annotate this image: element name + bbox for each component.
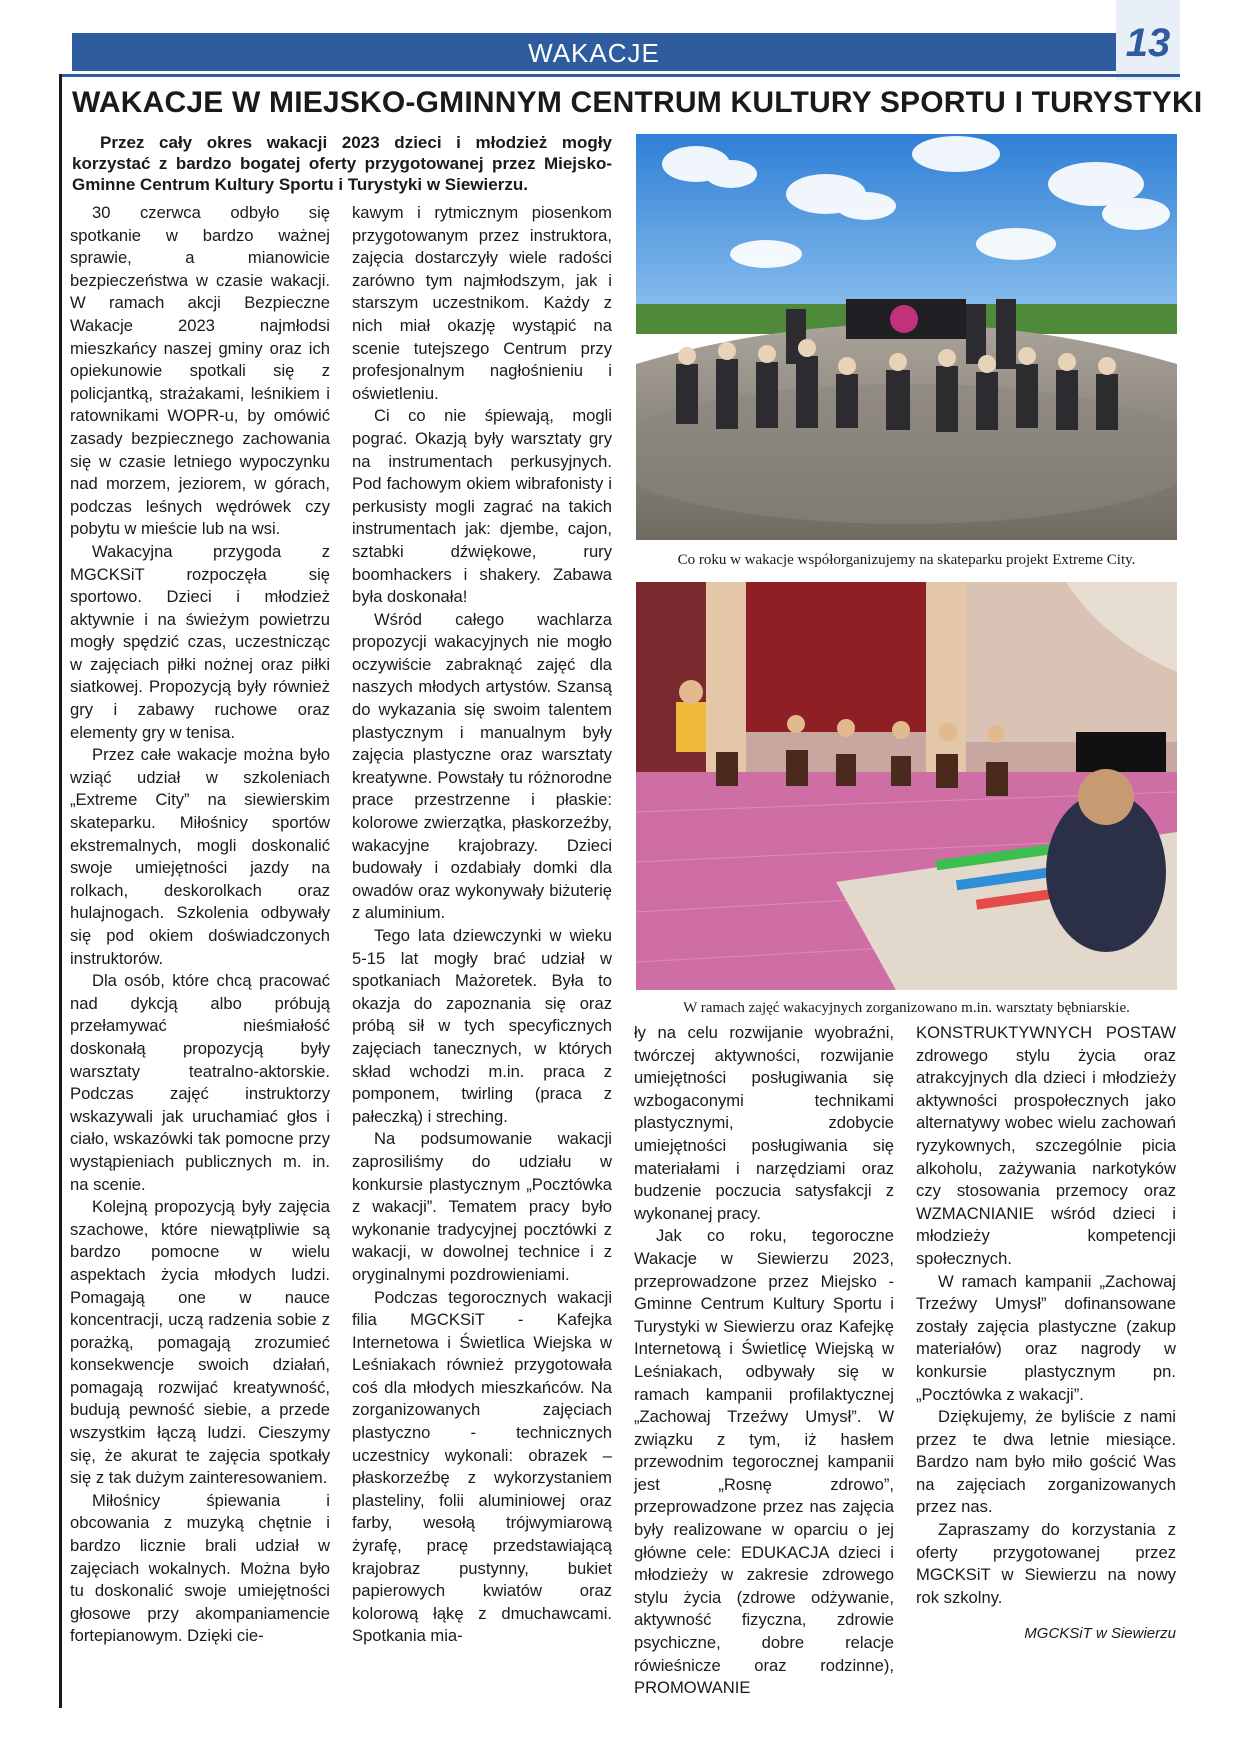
skatepark-photo	[636, 134, 1177, 540]
paragraph: Kolejną propozycją były zajęcia szachowe, które niewątpliwie są bardzo pomocne w wielu aspektach życia młodych ludzi. Pomagają one w nauce koncentracji, uczą radzenia sobie z porażką, pomagają zrozumieć konsekwencje swoich działań, pomagają rozwijać kreatywność, budują pewność siebie, a przede wszystkim łączą ludzi. Cieszymy się, że akurat te zajęcia spotkały się z tak dużym zainteresowaniem.	[70, 1197, 330, 1488]
paragraph: Dziękujemy, że byliście z nami przez te dwa letnie miesiące. Bardzo nam było miło gościć Was na zajęciach zorganizowanych przez nas.	[916, 1407, 1176, 1517]
section-title: WAKACJE	[528, 38, 660, 68]
paragraph: KONSTRUKTYWNYCH POSTAW zdrowego stylu życia oraz atrakcyjnych dla dzieci i młodzieży aktywności prospołecznych jako alternatywy wobec wielu zachowań ryzykownych, szczególnie picia alkoholu, zażywania narkotyków czy stosowania przemocy oraz WZMACNIANIE wśród dzieci i młodzieży kompetencji społecznych.	[916, 1023, 1176, 1268]
text-column-1	[70, 202, 330, 1648]
page-number: 13	[1116, 0, 1180, 80]
paragraph: ły na celu rozwijanie wyobraźni, twórczej aktywności, rozwijanie umiejętności posługiwania się wzbogaconymi technikami plastycznymi, zdobycie umiejętności posługiwania się materiałami i narzędziami oraz budzenie poczucia satysfakcji z wykonanej pracy.	[634, 1023, 894, 1223]
paragraph: Podczas tegorocznych wakacji filia MGCKSiT - Kafejka Internetowa i Świetlica Wiejska w Leśniakach również przygotowała coś dla młodych mieszkańców. Na zorganizowanych zajęciach plastyczno - technicznych uczestnicy wykonali: obrazek – płaskorzeźbę z wykorzystaniem plasteliny, folii aluminiowej oraz farby, wesołą trójwymiarową żyrafę, pracę przedstawiającą krajobraz pustynny, bukiet papierowych kwiatów oraz kolorową łąkę z dmuchawcami. Spotkania mia-	[352, 1287, 612, 1646]
article-lead: Przez cały okres wakacji 2023 dzieci i młodzież mogły korzystać z bardzo bogatej oferty przygotowanej przez Miejsko-Gminne Centrum Kultury Sportu i Turystyki w Siewierzu.	[72, 133, 612, 194]
text-column-2	[352, 202, 612, 1648]
photo-caption: W ramach zajęć wakacyjnych zorganizowano m.in. warsztaty bębniarskie.	[683, 1000, 1130, 1016]
paragraph: kawym i rytmicznym piosenkom przygotowanym przez instruktora, zajęcia dostarczyły wiele radości zarówno tym najmłodszym, jak i starszym uczestnikom. Każdy z nich miał okazję wystąpić na scenie tutejszego Centrum przy profesjonalnym nagłośnieniu i oświetleniu.	[352, 203, 612, 403]
paragraph: Tego lata dziewczynki w wieku 5-15 lat mogły brać udział w spotkaniach Mażoretek. Była to okazja do zapoznania się oraz próbą sił w tych specyficznych zajęciach tanecznych, w których skład wchodzi m.in. praca z pomponem, twirling (praca z pałeczką) i streching.	[352, 926, 612, 1126]
paragraph: Jak co roku, tegoroczne Wakacje w Siewierzu 2023, przeprowadzone przez Miejsko -Gminne Centrum Kultury Sportu i Turystyki w Siewierzu oraz Kafejkę Internetową i Świetlicę Wiejską w Leśniakach, odbywały się w ramach kampanii profilaktycznej „Zachowaj Trzeźwy Umysł”. W związku z tym, iż hasłem przewodnim tegorocznej kampanii jest „Rosnę zdrowo”, przeprowadzone przez nas zajęcia były realizowane w oparciu o jej główne cele: EDUKACJA dzieci i młodzieży w zakresie zdrowego stylu życia (zdrowe odżywanie, aktywność fizyczna, zdrowie psychiczne, dobre relacje rówieśnicze oraz rodzinne), PROMOWANIE	[634, 1226, 894, 1698]
paragraph: Zapraszamy do korzystania z oferty przygotowanej przez MGCKSiT w Siewierzu na nowy rok szkolny.	[916, 1520, 1176, 1607]
text-column-3	[634, 1022, 894, 1700]
paragraph: Miłośnicy śpiewania i obcowania z muzyką chętnie i bardzo licznie brali udział w zajęciach wokalnych. Można było tu doskonalić swoje umiejętności głosowe przy akompaniamencie fortepianowym. Dzięki cie-	[70, 1490, 330, 1646]
text-column-4	[916, 1022, 1176, 1646]
paragraph: 30 czerwca odbyło się spotkanie w bardzo ważnej sprawie, a mianowicie bezpieczeństwa w czasie wakacji. W ramach akcji Bezpieczne Wakacje 2023 najmłodsi mieszkańcy naszej gminy oraz ich opiekunowie spotkali się z policjantką, strażakami, leśnikiem i ratownikami WOPR-u, by omówić zasady bezpiecznego zachowania się w czasie letniego wypoczynku nad morzem, jeziorem, w górach, podczas leśnych wędrówek czy pobytu w mieście lub na wsi.	[70, 203, 330, 539]
paragraph: Wśród całego wachlarza propozycji wakacyjnych nie mogło oczywiście zabraknąć zajęć dla naszych młodych artystów. Szansą do wykazania się swoim talentem plastycznym i manualnym były zajęcia plastyczne oraz warsztaty kreatywne. Powstały tu różnorodne prace przestrzenne i płaskie: kolorowe zwierzątka, płaskorzeźby, wakacyjne krajobrazy. Dzieci budowały i ozdabiały domki dla owadów oraz wykonywały biżuterię z aluminium.	[352, 609, 612, 923]
paragraph: Ci co nie śpiewają, mogli pograć. Okazją były warsztaty gry na instrumentach perkusyjnych. Pod fachowym okiem wibrafonisty i perkusisty mogli zagrać na takich instrumentach jak: djembe, cajon, sztabki dźwiękowe, rury boomhackers i shakery. Zabawa była doskonała!	[352, 406, 612, 607]
paragraph: Przez całe wakacje można było wziąć udział w szkoleniach „Extreme City” na siewierskim skateparku. Miłośnicy sportów ekstremalnych, mogli doskonalić swoje umiejętności jazdy na rolkach, deskorolkach oraz hulajnogach. Szkolenia odbywały się pod okiem doświadczonych instruktorów.	[70, 745, 330, 968]
paragraph: Dla osób, które chcą pracować nad dykcją albo próbują przełamywać nieśmiałość doskonałą propozycją były warsztaty teatralno-aktorskie. Podczas zajęć instruktorzy wskazywali jak uruchamiać głos i ciało, wskazówki tak pomocne przy wystąpieniach publicznych m. in. na scenie.	[70, 971, 330, 1194]
paragraph: W ramach kampanii „Zachowaj Trzeźwy Umysł” dofinansowane zostały zajęcia plastyczne (zakup materiałów) oraz nagrody w konkursie plastycznym pn. „Pocztówka z wakacji”.	[916, 1271, 1176, 1404]
header-rule	[60, 74, 1180, 77]
drum-workshop-photo	[636, 582, 1177, 990]
paragraph: Na podsumowanie wakacji zaprosiliśmy do udziału w konkursie plastycznym „Pocztówka z wakacji”. Tematem pracy było wykonanie tradycyjnej pocztówki z wakacji, w dowolnej technice i z oryginalnymi pozdrowieniami.	[352, 1129, 612, 1284]
photo-caption: Co roku w wakacje współorganizujemy na skateparku projekt Extreme City.	[677, 552, 1136, 568]
article-signature: MGCKSiT w Siewierzu	[1024, 1625, 1176, 1643]
article-headline: WAKACJE W MIEJSKO-GMINNYM CENTRUM KULTURY SPORTU I TURYSTYKI	[72, 86, 1203, 119]
paragraph: Wakacyjna przygoda z MGCKSiT rozpoczęła się sportowo. Dzieci i młodzież aktywnie i na świeżym powietrzu mogły spędzić czas, uczestnicząc w zajęciach piłki nożnej oraz piłki siatkowej. Propozycją były również gry i zabawy ruchowe oraz elementy gry w tenisa.	[70, 541, 330, 742]
section-header	[72, 33, 1116, 71]
left-margin-rule	[59, 74, 62, 1708]
